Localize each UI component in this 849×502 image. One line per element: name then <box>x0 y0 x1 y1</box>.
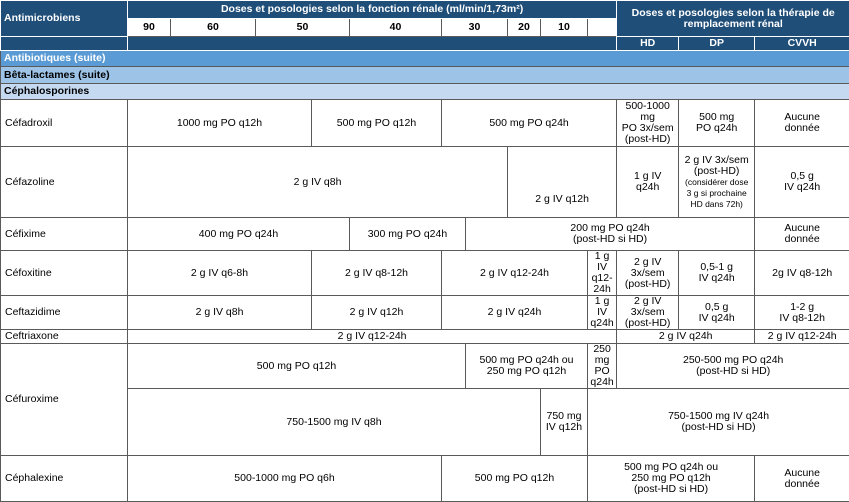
tick-20: 20 <box>508 19 541 37</box>
drug-name: Céfadroxil <box>1 100 128 147</box>
header-cvvh: CVVH <box>755 37 849 51</box>
row-cefixime <box>1 218 849 251</box>
dose-cell: 1 g IV q24h <box>588 296 617 330</box>
dose-cell: 750-1500 mg IV q8h <box>128 389 541 456</box>
dose-cell: 750-1500 mg IV q24h (post-HD si HD) <box>588 389 849 456</box>
drug-name: Céfazoline <box>1 147 128 218</box>
header-hd: HD <box>617 37 679 51</box>
dose-cell: 300 mg PO q24h <box>350 218 466 251</box>
row-cefazoline <box>1 147 849 218</box>
cvvh-cell: 2 g IV q12-24h <box>755 330 849 344</box>
tick-60: 60 <box>171 19 256 37</box>
cvvh-cell: 1-2 g IV q8-12h <box>755 296 849 330</box>
row-cefuroxime-po <box>1 344 849 389</box>
cvvh-cell: 2g IV q8-12h <box>755 251 849 296</box>
dose-cell: 1 g IV q12-24h <box>588 251 617 296</box>
hd-cell: 2 g IV 3x/sem (post-HD) <box>617 251 679 296</box>
header-renal-function: Doses et posologies selon la fonction rénale (ml/min/1,73m²) <box>128 1 617 19</box>
tick-90: 90 <box>128 19 171 37</box>
section-antibiotiques: Antibiotiques (suite) <box>1 51 849 67</box>
dose-cell: 250 mg PO q24h <box>588 344 617 389</box>
dose-cell: 2 g IV q24h <box>442 296 588 330</box>
dp-cell: 0,5-1 g IV q24h <box>679 251 755 296</box>
row-cefadroxil <box>1 100 849 147</box>
tick-30: 30 <box>442 19 508 37</box>
dp-cell: 0,5 g IV q24h <box>755 147 849 218</box>
dose-cell: 2 g IV q12-24h <box>128 330 617 344</box>
dose-cell: 500-1000 mg PO q6h <box>128 456 442 502</box>
cvvh-cell: Aucune donnée <box>755 456 849 502</box>
row-cefoxitine <box>1 251 849 296</box>
header-renal-therapy: Doses et posologies selon la thérapie de remplacement rénal <box>617 1 849 37</box>
dose-cell: 2 g IV q8h <box>128 296 312 330</box>
drug-name: Céfoxitine <box>1 251 128 296</box>
hd-cell: 2 g IV 3x/sem (post-HD) (considérer dose 3 g si prochaine HD dans 72h) <box>679 147 755 218</box>
dp-cell: 500 mg PO q24h <box>679 100 755 147</box>
dose-cell: 1 g IV q24h <box>617 147 679 218</box>
dose-cell: 2 g IV q8-12h <box>312 251 442 296</box>
dose-cell: 2 g IV q12h <box>312 296 442 330</box>
dose-cell: 500 mg PO q24h ou 250 mg PO q12h (post-HD si HD) <box>588 456 755 502</box>
drug-name: Céphalexine <box>1 456 128 502</box>
dose-cell: 500 mg PO q12h <box>442 456 588 502</box>
dose-cell: 1000 mg PO q12h <box>128 100 312 147</box>
row-ceftazidime <box>1 296 849 330</box>
section-cephalosporines: Céphalosporines <box>1 84 849 100</box>
dose-cell: 2 g IV q12-24h <box>442 251 588 296</box>
dose-cell: 2 g IV q24h <box>617 330 755 344</box>
tick-0 <box>588 19 617 37</box>
row-cefuroxime-iv <box>1 389 849 456</box>
section-beta-lactames: Bêta-lactames (suite) <box>1 67 849 84</box>
dp-cell: 0,5 g IV q24h <box>679 296 755 330</box>
dose-cell: 500 mg PO q24h ou 250 mg PO q12h <box>466 344 588 389</box>
hd-cell: 500-1000 mg PO 3x/sem (post-HD) <box>617 100 679 147</box>
header-antimicrobials: Antimicrobiens <box>1 1 128 37</box>
drug-name: Céfuroxime <box>1 344 128 456</box>
hd-cell: 2 g IV 3x/sem (post-HD) <box>617 296 679 330</box>
drug-name: Ceftazidime <box>1 296 128 330</box>
dose-cell: 750 mg IV q12h <box>541 389 588 456</box>
row-ceftriaxone <box>1 330 849 344</box>
tick-10: 10 <box>541 19 588 37</box>
tick-50: 50 <box>256 19 350 37</box>
dose-cell: 250-500 mg PO q24h (post-HD si HD) <box>617 344 849 389</box>
header-dp: DP <box>679 37 755 51</box>
header-blank-renal <box>128 37 617 51</box>
dose-cell: 500 mg PO q12h <box>312 100 442 147</box>
dose-cell: 500 mg PO q12h <box>128 344 466 389</box>
dose-cell: 500 mg PO q24h <box>442 100 617 147</box>
tick-40: 40 <box>350 19 442 37</box>
dose-cell: 200 mg PO q24h (post-HD si HD) <box>466 218 755 251</box>
cvvh-cell: Aucune donnée <box>755 100 849 147</box>
dose-cell: 2 g IV q12h <box>508 147 617 218</box>
dose-cell: 2 g IV q8h <box>128 147 508 218</box>
drug-name: Ceftriaxone <box>1 330 128 344</box>
cvvh-cell: Aucune donnée <box>755 218 849 251</box>
drug-name: Céfixime <box>1 218 128 251</box>
dose-cell: 2 g IV q6-8h <box>128 251 312 296</box>
row-cephalexine <box>1 456 849 502</box>
dose-cell: 400 mg PO q24h <box>128 218 350 251</box>
header-blank <box>1 37 128 51</box>
